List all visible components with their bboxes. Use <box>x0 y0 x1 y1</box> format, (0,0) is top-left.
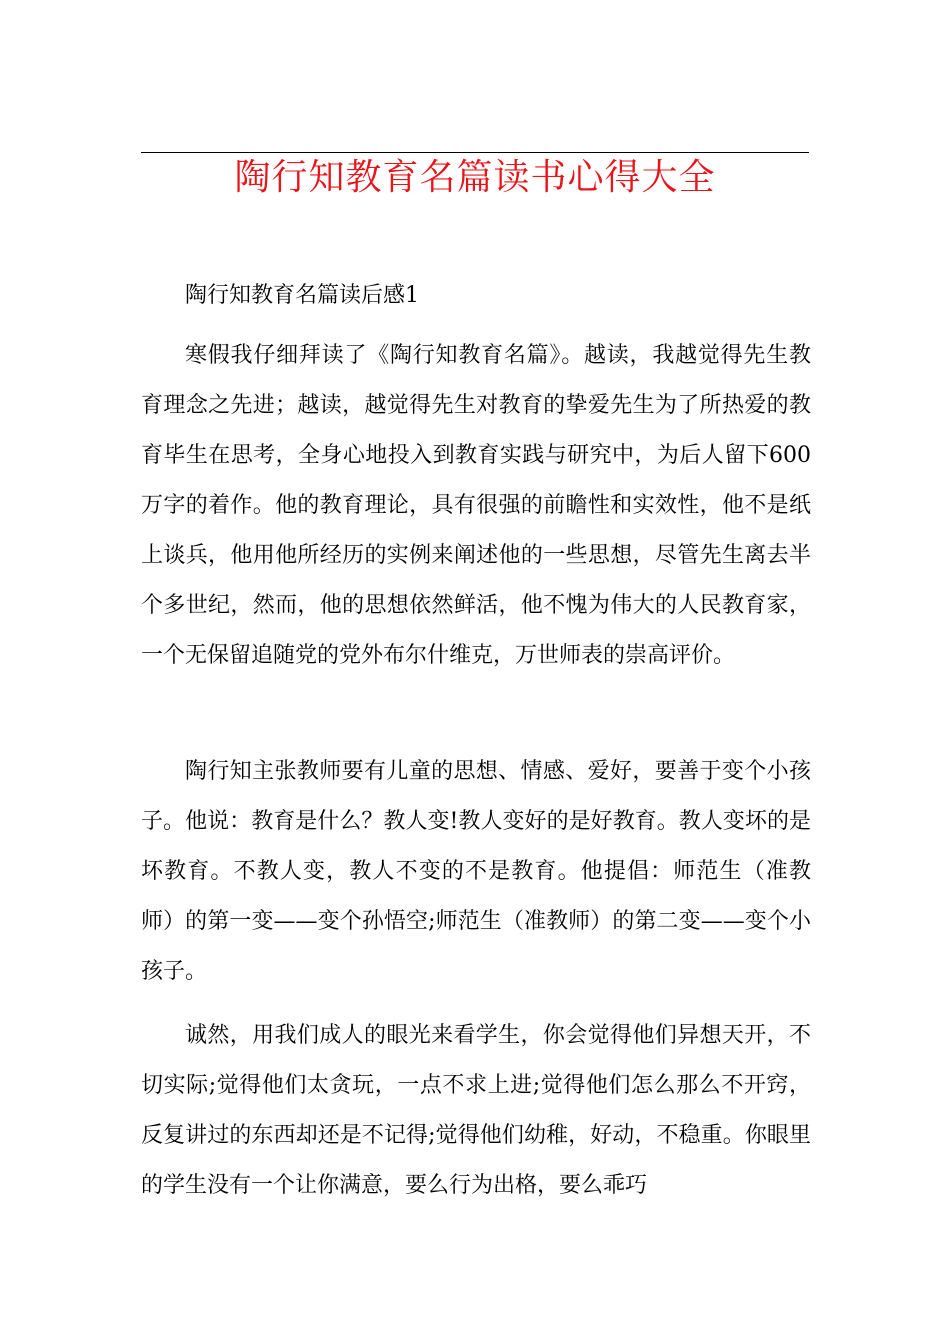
section-heading: 陶行知教育名篇读后感1 <box>185 283 419 308</box>
document-title: 陶行知教育名篇读书心得大全 <box>234 157 716 198</box>
paragraph-3: 诚然，用我们成人的眼光来看学生，你会觉得他们异想天开，不切实际;觉得他们太贪玩，一点不求上进;觉得他们怎么那么不开窍，反复讲过的东西却还是不记得;觉得他们幼稚，好动，不稳重。你眼里的学生没有一个让你满意，要么行为出格，要么乖巧 <box>141 1023 811 1198</box>
paragraph-1: 寒假我仔细拜读了《陶行知教育名篇》。越读，我越觉得先生教育理念之先进；越读，越觉得先生对教育的挚爱先生为了所热爱的教育毕生在思考，全身心地投入到教育实践与研究中，为后人留下600万字的着作。他的教育理论，具有很强的前瞻性和实效性，他不是纸上谈兵，他用他所经历的实例来阐述他的一些思想，尽管先生离去半个多世纪，然而，他的思想依然鲜活，他不愧为伟大的人民教育家，一个无保留追随党的党外布尔什维克，万世师表的崇高评价。 <box>141 343 811 668</box>
paragraph-2: 陶行知主张教师要有儿童的思想、情感、爱好，要善于变个小孩子。他说：教育是什么？教人变!教人变好的是好教育。教人变坏的是坏教育。不教人变，教人不变的不是教育。他提倡：师范生（准教师）的第一变——变个孙悟空;师范生（准教师）的第二变——变个小孩子。 <box>141 759 811 984</box>
